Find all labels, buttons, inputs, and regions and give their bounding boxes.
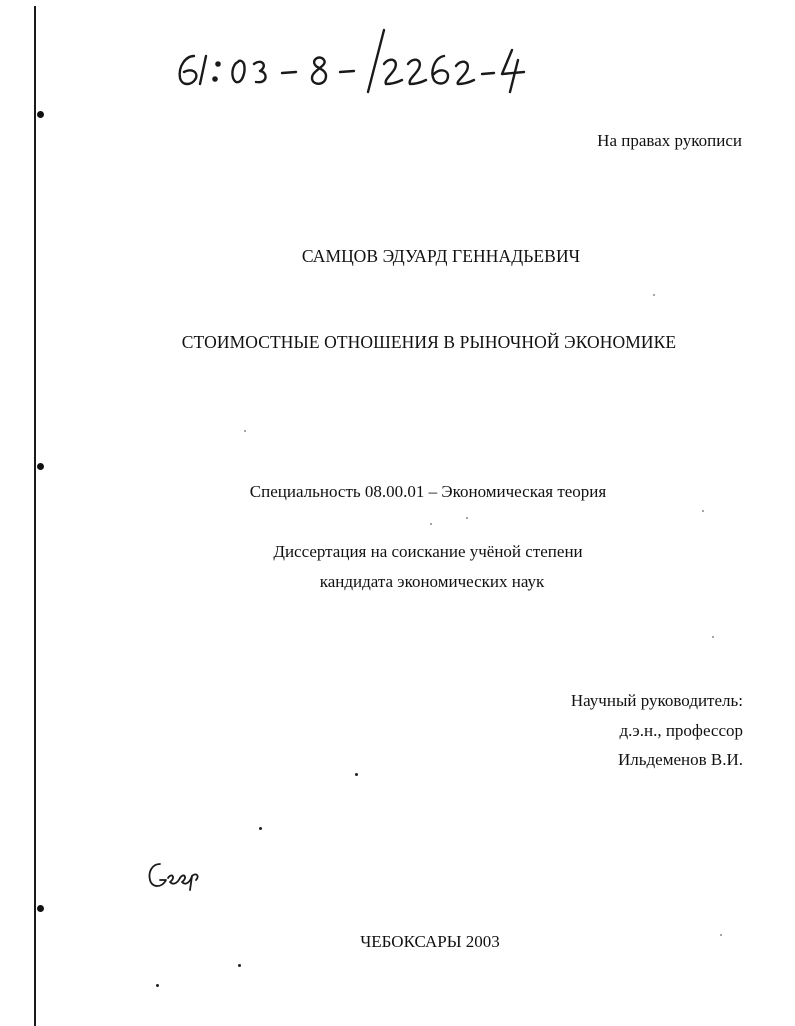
author-name: САМЦОВ ЭДУАРД ГЕННАДЬЕВИЧ — [301, 246, 581, 266]
handwritten-signature — [146, 858, 206, 892]
scan-speck — [238, 964, 241, 967]
degree-line-2: кандидата экономических наук — [319, 572, 545, 591]
scan-speck — [430, 523, 432, 525]
scan-speck — [720, 934, 722, 936]
scan-speck — [653, 294, 655, 296]
scan-speck — [702, 510, 704, 512]
handwritten-catalog-code — [172, 26, 532, 96]
scan-speck — [259, 827, 262, 830]
hole-punch-mark — [37, 463, 44, 470]
specialty-line: Специальность 08.00.01 – Экономическая теория — [249, 482, 607, 501]
supervisor-name: Ильдеменов В.И. — [617, 750, 743, 769]
scan-speck — [466, 517, 468, 519]
scan-speck — [355, 773, 358, 776]
supervisor-heading: Научный руководитель: — [570, 691, 743, 710]
city-year: ЧЕБОКСАРЫ 2003 — [360, 932, 500, 951]
supervisor-title: д.э.н., профессор — [619, 721, 743, 740]
scan-speck — [156, 984, 159, 987]
degree-line-1: Диссертация на соискание учёной степени — [273, 542, 583, 561]
scan-speck — [712, 636, 714, 638]
hole-punch-mark — [37, 111, 44, 118]
scan-speck — [244, 430, 246, 432]
hole-punch-mark — [37, 905, 44, 912]
scan-left-border — [34, 6, 36, 1026]
thesis-title: СТОИМОСТНЫЕ ОТНОШЕНИЯ В РЫНОЧНОЙ ЭКОНОМИКЕ — [181, 332, 677, 352]
rights-note: На правах рукописи — [597, 131, 742, 150]
